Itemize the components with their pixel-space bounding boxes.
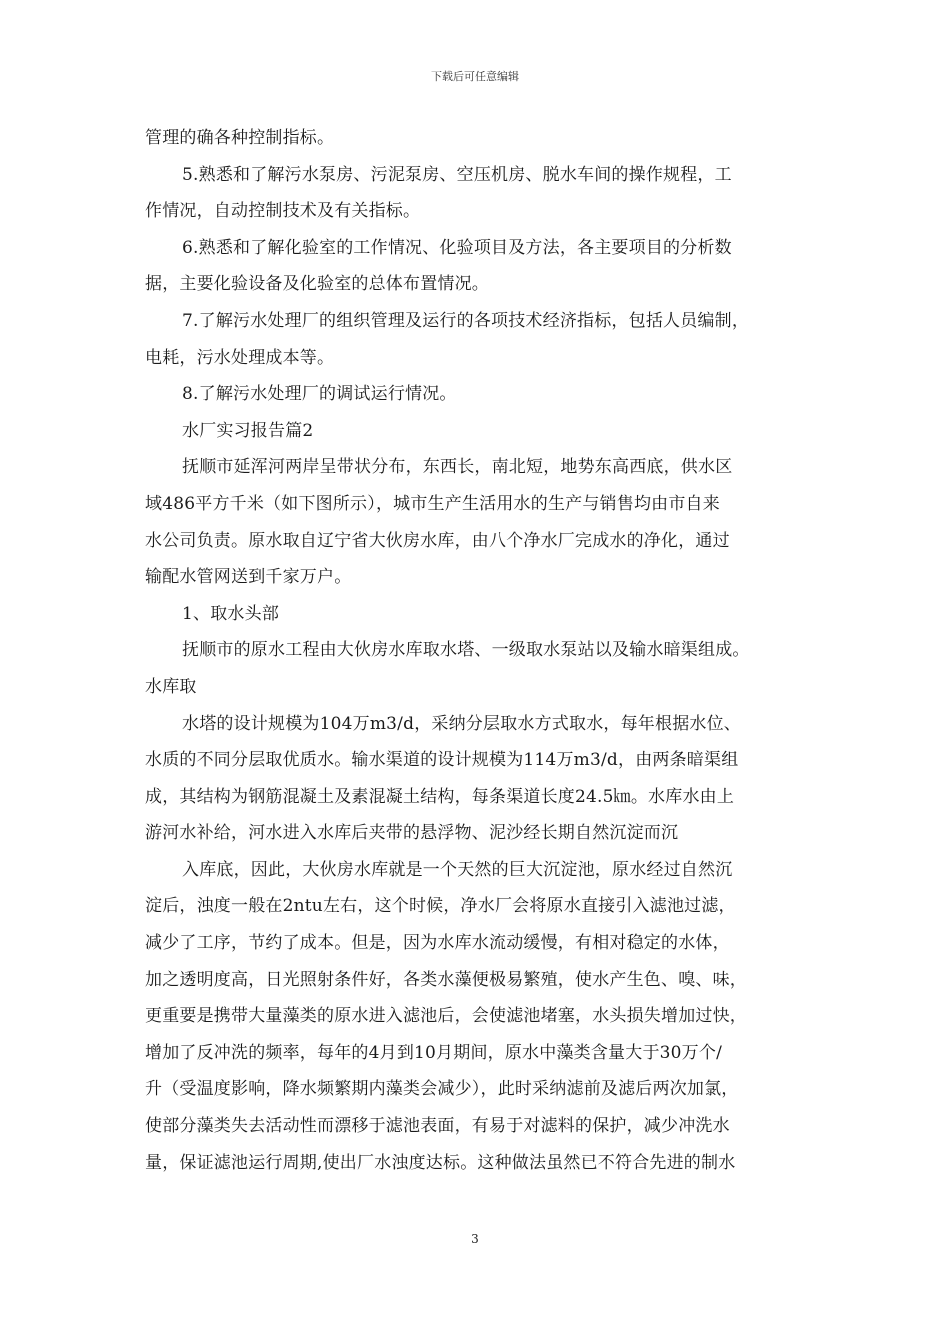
text-line-25: 更重要是携带大量藻类的原水进入滤池后，会使滤池堵塞，水头损失增加过快，: [145, 1006, 747, 1027]
text-line-18: 水质的不同分层取优质水。输水渠道的设计规模为114万m3/d，由两条暗渠组: [145, 750, 739, 771]
subsection-heading: 1、取水头部: [182, 603, 280, 624]
text-line-17: 水塔的设计规模为104万m3/d，采纳分层取水方式取水，每年根据水位、: [182, 713, 741, 734]
text-line-28: 使部分藻类失去活动性而漂移于滤池表面，有易于对滤料的保护，减少冲洗水: [145, 1116, 730, 1137]
text-line-13: 输配水管网送到千家万户。: [145, 567, 352, 588]
text-line-22: 淀后，浊度一般在2ntu左右，这个时候，净水厂会将原水直接引入滤池过滤，: [145, 896, 736, 917]
section-heading: 水厂实习报告篇2: [182, 420, 314, 441]
text-line-2: 5.熟悉和了解污水泵房、污泥泵房、空压机房、脱水车间的操作规程，工: [182, 164, 732, 185]
text-line-20: 游河水补给，河水进入水库后夹带的悬浮物、泥沙经长期自然沉淀而沉: [145, 823, 679, 844]
page-number: 3: [471, 1232, 479, 1246]
text-line-12: 水公司负责。原水取自辽宁省大伙房水库，由八个净水厂完成水的净化，通过: [145, 530, 730, 551]
text-line-19: 成，其结构为钢筋混凝土及素混凝土结构，每条渠道长度24.5㎞。水库水由上: [145, 786, 735, 807]
text-line-21: 入库底，因此，大伙房水库就是一个天然的巨大沉淀池，原水经过自然沉: [182, 859, 733, 880]
text-line-5: 据，主要化验设备及化验室的总体布置情况。: [145, 274, 489, 295]
text-line-15: 抚顺市的原水工程由大伙房水库取水塔、一级取水泵站以及输水暗渠组成。: [182, 640, 750, 661]
text-line-1: 管理的确各种控制指标。: [145, 128, 335, 148]
text-line-26: 增加了反冲洗的频率，每年的4月到10月期间，原水中藻类含量大于30万个/: [145, 1042, 723, 1063]
document-body: [145, 120, 815, 1181]
text-line-7: 电耗，污水处理成本等。: [145, 347, 335, 368]
page-header: 下载后可任意编辑: [431, 70, 519, 83]
text-line-23: 减少了工序，节约了成本。但是，因为水库水流动缓慢，有相对稳定的水体，: [145, 933, 730, 954]
text-line-6: 7.了解污水处理厂的组织管理及运行的各项技术经济指标，包括人员编制，: [182, 310, 750, 331]
text-line-8: 8.了解污水处理厂的调试运行情况。: [182, 384, 457, 405]
text-line-27: 升（受温度影响，降水频繁期内藻类会减少），此时采纳滤前及滤后两次加氯，: [145, 1079, 739, 1100]
text-line-10: 抚顺市延浑河两岸呈带状分布，东西长，南北短，地势东高西底，供水区: [182, 457, 733, 478]
text-line-3: 作情况，自动控制技术及有关指标。: [145, 201, 421, 222]
text-line-29: 量，保证滤池运行周期,使出厂水浊度达标。这种做法虽然已不符合先进的制水: [145, 1152, 736, 1173]
text-line-24: 加之透明度高，日光照射条件好，各类水藻便极易繁殖，使水产生色、嗅、味，: [145, 969, 747, 990]
text-line-11: 域486平方千米（如下图所示），城市生产生活用水的生产与销售均由市自来: [145, 493, 720, 514]
text-line-16: 水库取: [145, 676, 197, 697]
text-line-4: 6.熟悉和了解化验室的工作情况、化验项目及方法，各主要项目的分析数: [182, 237, 732, 258]
